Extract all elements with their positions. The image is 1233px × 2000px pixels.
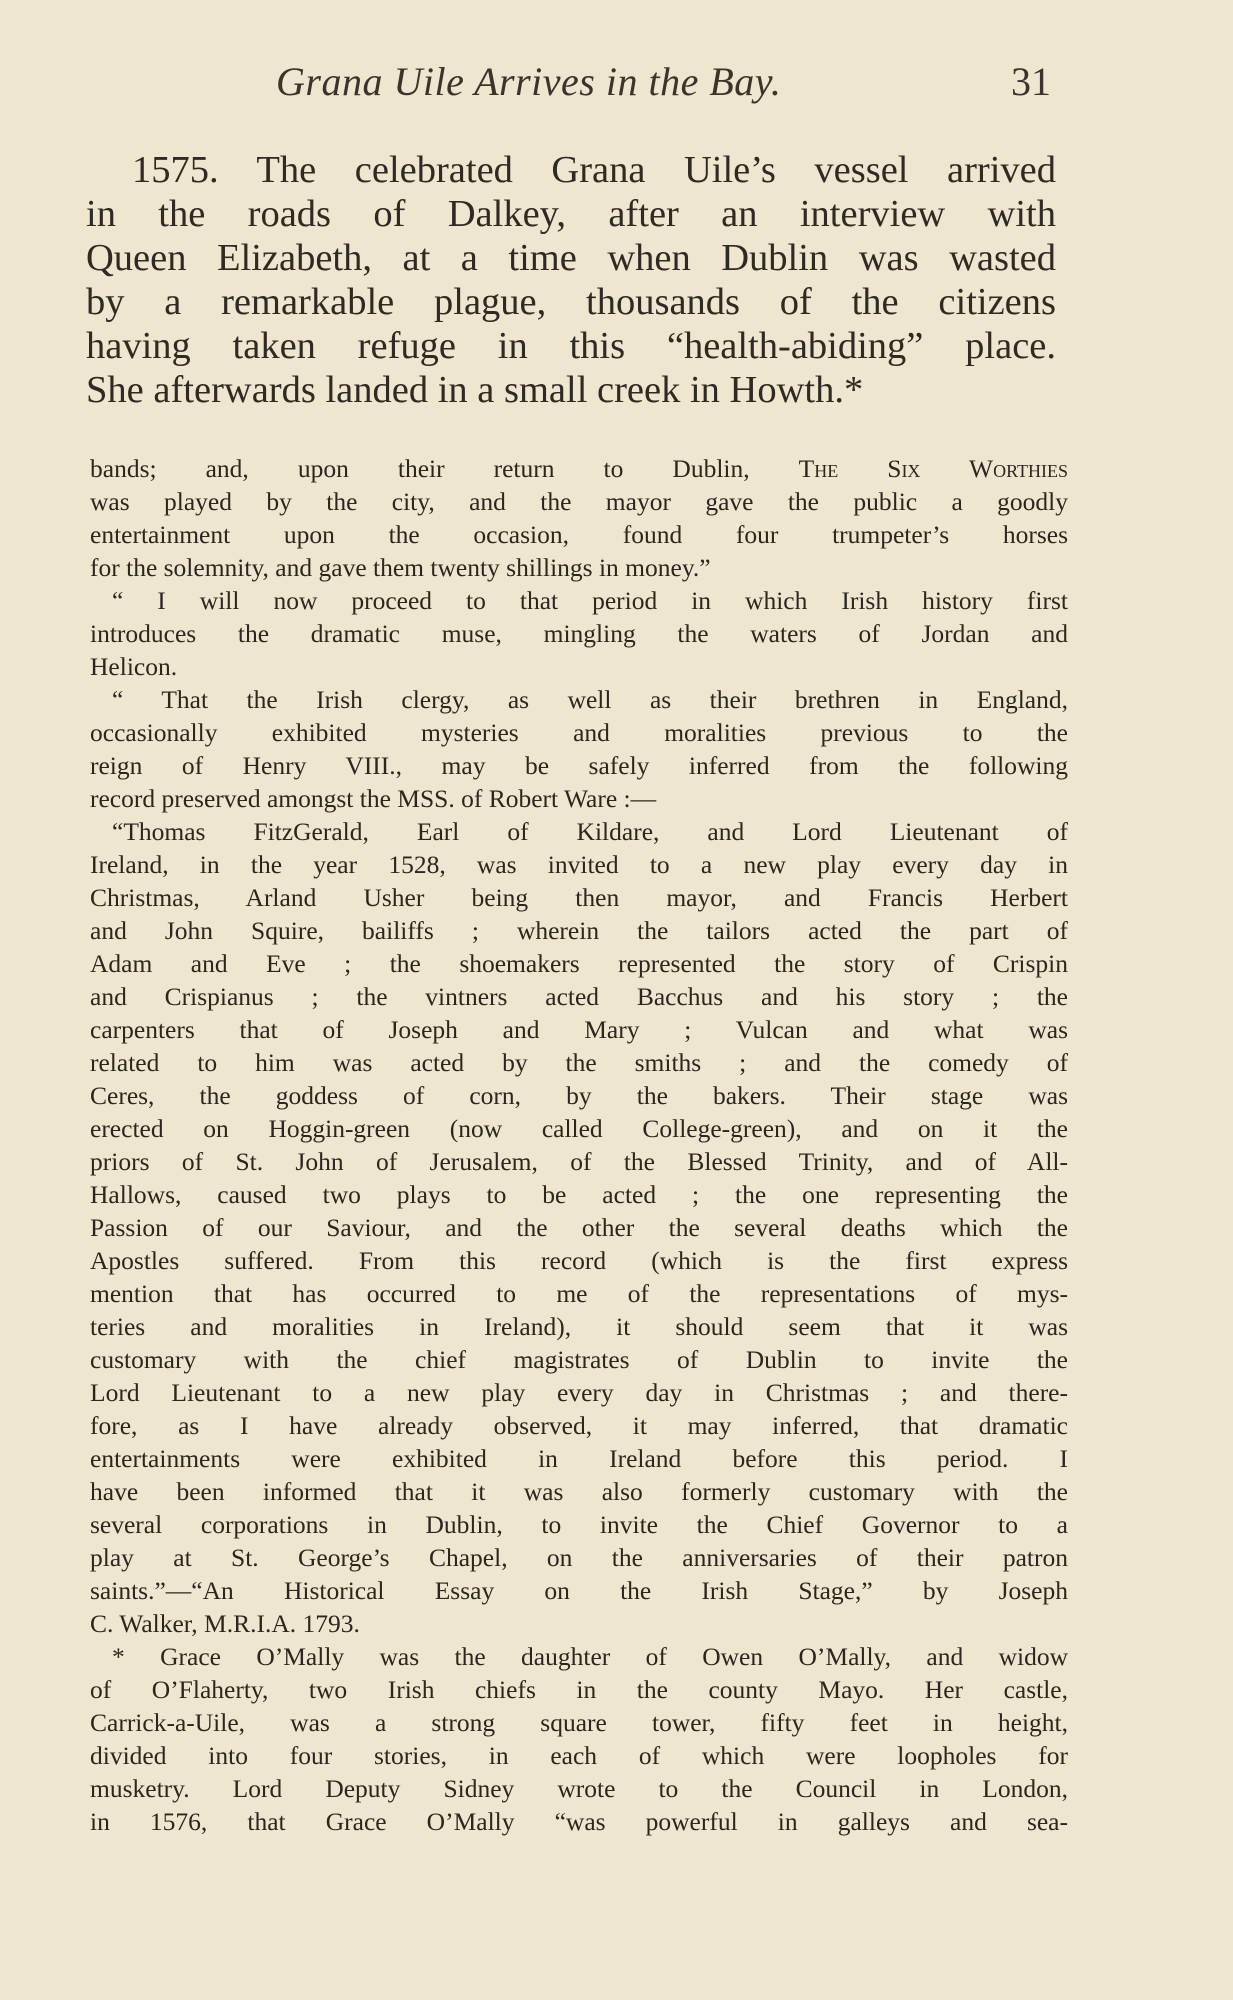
note-line: carpenters that of Joseph and Mary ; Vulcan and what was	[90, 1015, 1068, 1044]
note-line: Ireland, in the year 1528, was invited to a new play every day in	[90, 850, 1068, 879]
note-line: Christmas, Arland Usher being then mayor, and Francis Herbert	[90, 883, 1068, 912]
note-line: customary with the chief magistrates of Dublin to invite the	[90, 1345, 1068, 1374]
main-line: She afterwards landed in a small creek in Howth.*	[86, 369, 864, 411]
note-line-text: bands; and, upon their return to Dublin,	[90, 454, 799, 483]
note-line: * Grace O’Mally was the daughter of Owen O’Mally, and widow	[112, 1642, 1068, 1671]
note-line: Carrick-a-Uile, was a strong square tower, fifty feet in height,	[90, 1708, 1068, 1737]
note-line: in 1576, that Grace O’Mally “was powerful in galleys and sea-	[90, 1807, 1068, 1836]
note-line: play at St. George’s Chapel, on the anniversaries of their patron	[90, 1543, 1068, 1572]
note-line: Adam and Eve ; the shoemakers represented the story of Crispin	[90, 949, 1068, 978]
note-line: fore, as I have already observed, it may inferred, that dramatic	[90, 1411, 1068, 1440]
note-line: erected on Hoggin-green (now called College-green), and on it the	[90, 1114, 1068, 1143]
running-head	[86, 58, 1051, 110]
note-line: and John Squire, bailiffs ; wherein the tailors acted the part of	[90, 916, 1068, 945]
note-line: reign of Henry VIII., may be safely inferred from the following	[90, 751, 1068, 780]
note-line: “Thomas FitzGerald, Earl of Kildare, and Lord Lieutenant of	[112, 817, 1068, 846]
note-line: mention that has occurred to me of the representations of mys-	[90, 1279, 1068, 1308]
note-line: several corporations in Dublin, to invite the Chief Governor to a	[90, 1510, 1068, 1539]
main-paragraph	[86, 148, 1056, 412]
note-line: have been informed that it was also formerly customary with the	[90, 1477, 1068, 1506]
note-line: musketry. Lord Deputy Sidney wrote to the Council in London,	[90, 1774, 1068, 1803]
page-number: 31	[1011, 59, 1051, 104]
note-line: “ That the Irish clergy, as well as their brethren in England,	[112, 685, 1068, 714]
note-line: saints.”—“An Historical Essay on the Irish Stage,” by Joseph	[90, 1576, 1068, 1605]
play-title-smallcaps: The Six Worthies	[798, 454, 1068, 483]
note-line: Helicon.	[90, 652, 178, 681]
note-line: priors of St. John of Jerusalem, of the Blessed Trinity, and of All-	[90, 1147, 1068, 1176]
main-line: by a remarkable plague, thousands of the citizens	[86, 281, 1056, 323]
note-line: was played by the city, and the mayor gave the public a goodly	[90, 487, 1068, 516]
note-line: record preserved amongst the MSS. of Robert Ware :—	[90, 784, 657, 813]
note-line: entertainments were exhibited in Ireland before this period. I	[90, 1444, 1068, 1473]
note-line: teries and moralities in Ireland), it should seem that it was	[90, 1312, 1068, 1341]
note-line: for the solemnity, and gave them twenty shillings in money.”	[90, 553, 711, 582]
main-line: Queen Elizabeth, at a time when Dublin was wasted	[86, 237, 1056, 279]
footnotes	[90, 452, 1068, 1838]
note-line: introduces the dramatic muse, mingling the waters of Jordan and	[90, 619, 1068, 648]
note-line: “ I will now proceed to that period in which Irish history first	[112, 586, 1068, 615]
note-line: divided into four stories, in each of which were loopholes for	[90, 1741, 1068, 1770]
note-line: and Crispianus ; the vintners acted Bacchus and his story ; the	[90, 982, 1068, 1011]
note-line: C. Walker, M.R.I.A. 1793.	[90, 1609, 360, 1638]
running-title: Grana Uile Arrives in the Bay.	[276, 59, 782, 104]
note-line: Lord Lieutenant to a new play every day in Christmas ; and there-	[90, 1378, 1068, 1407]
main-line: having taken refuge in this “health-abiding” place.	[86, 325, 1056, 367]
main-line: 1575. The celebrated Grana Uile’s vessel arrived	[132, 149, 1056, 191]
note-line	[90, 452, 1068, 485]
note-line: Passion of our Saviour, and the other the several deaths which the	[90, 1213, 1068, 1242]
main-line: in the roads of Dalkey, after an interview with	[86, 193, 1056, 235]
note-line: of O’Flaherty, two Irish chiefs in the county Mayo. Her castle,	[90, 1675, 1068, 1704]
note-line: Apostles suffered. From this record (which is the first express	[90, 1246, 1068, 1275]
note-line: Hallows, caused two plays to be acted ; the one representing the	[90, 1180, 1068, 1209]
note-line: occasionally exhibited mysteries and moralities previous to the	[90, 718, 1068, 747]
note-line: related to him was acted by the smiths ; and the comedy of	[90, 1048, 1068, 1077]
note-line: entertainment upon the occasion, found four trumpeter’s horses	[90, 520, 1068, 549]
note-line: Ceres, the goddess of corn, by the bakers. Their stage was	[90, 1081, 1068, 1110]
